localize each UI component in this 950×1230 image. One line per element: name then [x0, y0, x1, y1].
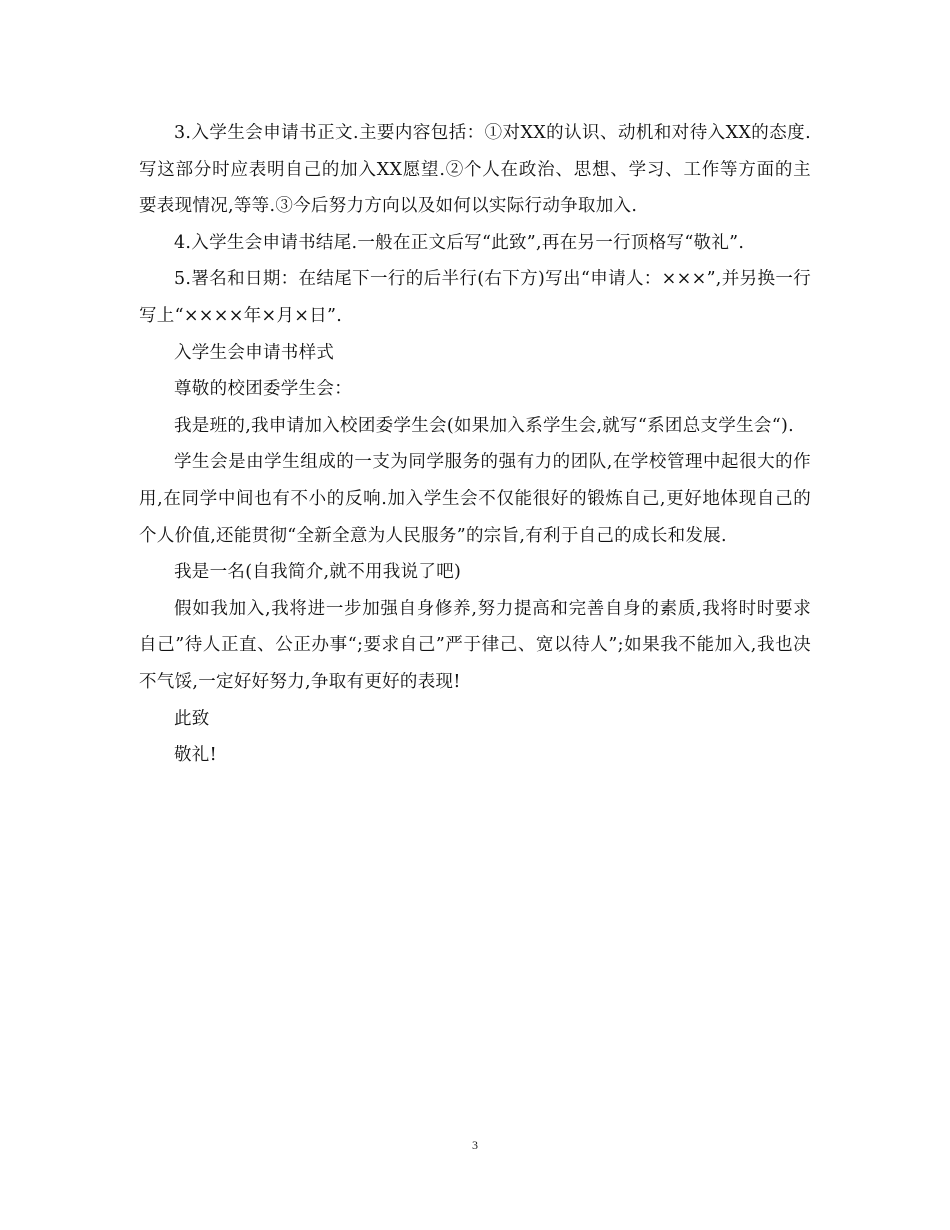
paragraph-commitment: 假如我加入,我将进一步加强自身修养,努力提高和完善自身的素质,我将时时要求自己”待人正直、公正办事“;要求自己”严于律己、宽以待人”;如果我不能加入,我也决不气馁,一定好好努力,争取有更好的表现! — [139, 598, 811, 692]
paragraph-salutation: 尊敬的校团委学生会： — [174, 379, 352, 400]
paragraph-sample-heading: 入学生会申请书样式 — [174, 342, 335, 363]
paragraph-closing: 4.入学生会申请书结尾.一般在正文后写“此致”,再在另一行顶格写“敬礼”. — [174, 232, 745, 253]
paragraph-intro: 我是班的,我申请加入校团委学生会(如果加入系学生会,就写“系团总支学生会“). — [174, 415, 794, 436]
paragraph-cizhi: 此致 — [174, 708, 210, 729]
page-number: 3 — [472, 1138, 478, 1152]
document-body — [139, 115, 811, 774]
paragraph-self-intro: 我是一名(自我简介,就不用我说了吧) — [174, 562, 462, 583]
paragraph-jingli: 敬礼! — [174, 745, 217, 766]
paragraph-student-union: 学生会是由学生组成的一支为同学服务的强有力的团队,在学校管理中起很大的作用,在同学中间也有不小的反响.加入学生会不仅能很好的锻炼自己,更好地体现自己的个人价值,还能贯彻“全新全意为人民服务”的宗旨,有利于自己的成长和发展. — [139, 452, 811, 546]
paragraph-body-content: 3.入学生会申请书正文.主要内容包括：①对XX的认识、动机和对待入XX的态度.写这部分时应表明自己的加入XX愿望.②个人在政治、思想、学习、工作等方面的主要表现情况,等等.③今后努力方向以及如何以实际行动争取加入. — [139, 123, 811, 217]
paragraph-signature-date: 5.署名和日期：在结尾下一行的后半行(右下方)写出“申请人：×××”,并另换一行写上“××××年×月×日”. — [139, 269, 811, 326]
